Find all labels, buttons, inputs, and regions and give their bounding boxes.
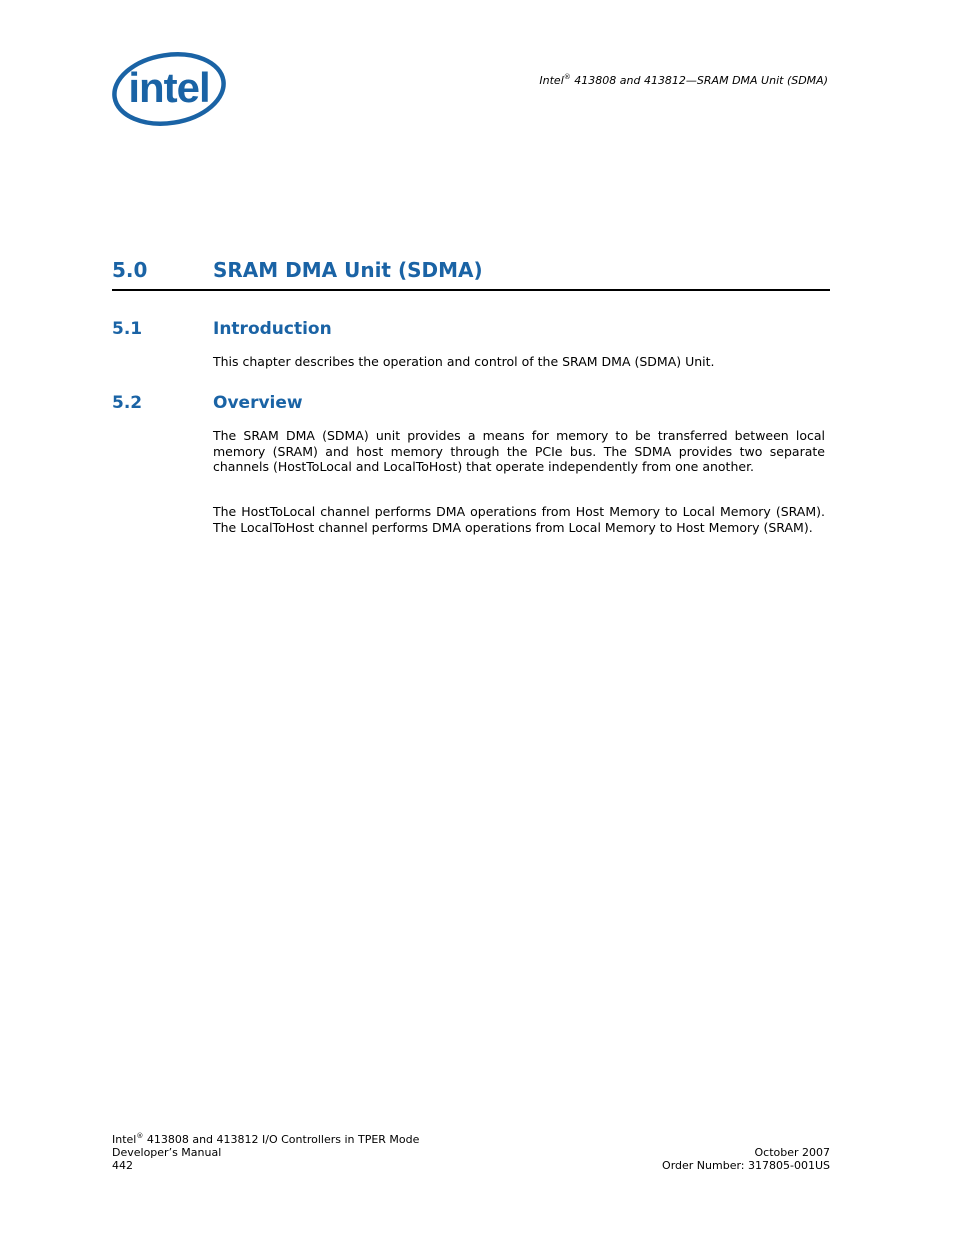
chapter-title: SRAM DMA Unit (SDMA) — [213, 258, 483, 282]
overview-paragraph-2: The HostToLocal channel performs DMA operations from Host Memory to Local Memory (SRAM). The LocalToHost channel performs DMA operations from Local Memory to Host Memory (SRAM). — [213, 504, 825, 535]
section-title: Overview — [213, 393, 303, 413]
header-brand: Intel — [539, 74, 564, 87]
introduction-paragraph: This chapter describes the operation and control of the SRAM DMA (SDMA) Unit. — [213, 354, 715, 369]
chapter-heading — [112, 258, 830, 291]
page-number: 442 — [112, 1159, 133, 1172]
footer-right — [662, 1146, 830, 1172]
registered-mark: ® — [136, 1132, 144, 1140]
footer-brand: Intel — [112, 1133, 137, 1146]
registered-mark: ® — [563, 73, 571, 81]
section-number: 5.2 — [112, 393, 143, 413]
footer-order-number: Order Number: 317805-001US — [662, 1159, 830, 1172]
chapter-number: 5.0 — [112, 258, 148, 282]
section-heading-introduction — [112, 319, 830, 343]
section-number: 5.1 — [112, 319, 143, 339]
header-title: 413808 and 413812—SRAM DMA Unit (SDMA) — [570, 74, 828, 87]
intel-logo — [110, 50, 228, 128]
footer-doc-type: Developer’s Manual — [112, 1146, 222, 1159]
footer-doc-title — [112, 1133, 419, 1146]
footer-left — [112, 1133, 419, 1172]
running-header — [539, 74, 828, 87]
section-heading-overview — [112, 393, 830, 417]
footer-doc-title-rest: 413808 and 413812 I/O Controllers in TPER Mode — [143, 1133, 420, 1146]
logo-wordmark: intel — [128, 64, 210, 111]
section-title: Introduction — [213, 319, 332, 339]
overview-paragraph-1: The SRAM DMA (SDMA) unit provides a means for memory to be transferred between local memory (SRAM) and host memory through the PCIe bus. The SDMA provides two separate channels (HostToLocal and LocalToHost) that operate independently from one another. — [213, 428, 825, 474]
footer-date: October 2007 — [754, 1146, 830, 1159]
